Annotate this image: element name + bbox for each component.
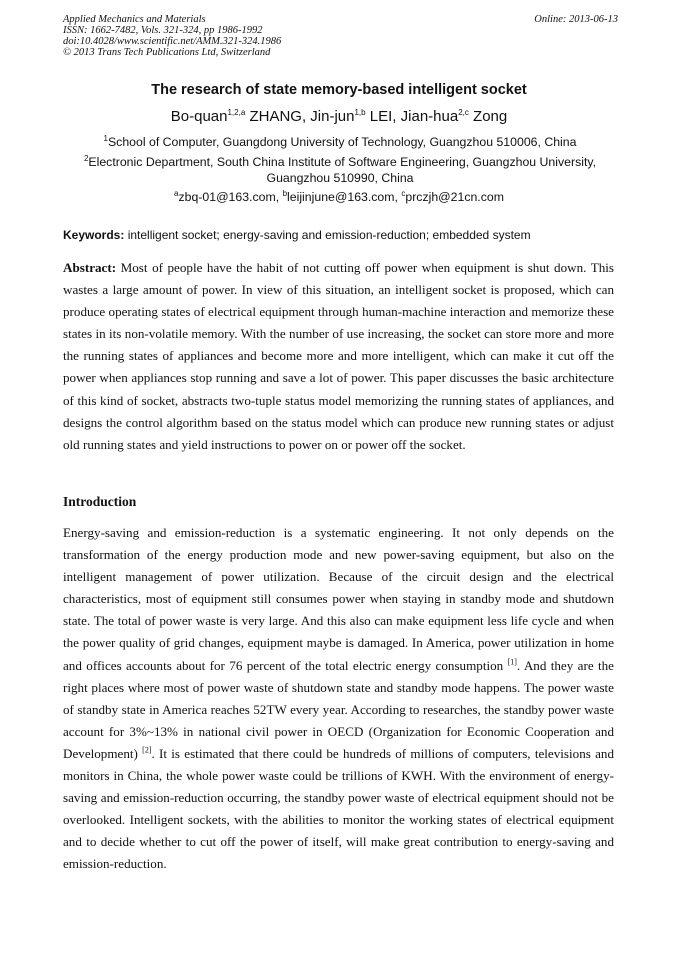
affiliation-2	[70, 154, 610, 186]
abstract-label: Abstract:	[63, 260, 117, 275]
citation-1: [1]	[507, 657, 517, 667]
email-a: zbq-01@163.com,	[178, 190, 283, 204]
introduction-paragraph	[63, 522, 614, 876]
author-3-name: Jian-hua	[400, 108, 459, 125]
online-date: Online: 2013-06-13	[534, 14, 618, 25]
paper-title: The research of state memory-based intelligent socket	[151, 82, 527, 98]
author-3-sup: 2,c	[458, 108, 469, 117]
affiliation-1-sup: 1	[103, 133, 108, 143]
affiliation-1-text: School of Computer, Guangdong University of Technology, Guangzhou 510006, China	[107, 135, 577, 149]
copyright-line: © 2013 Trans Tech Publications Ltd, Switzerland	[63, 47, 271, 58]
affiliation-1	[70, 134, 610, 150]
keywords	[63, 228, 618, 242]
journal-name: Applied Mechanics and Materials	[63, 14, 206, 25]
abstract	[63, 257, 614, 456]
author-emails	[0, 190, 678, 204]
intro-text-1: Energy-saving and emission-reduction is a systematic engineering. It not only depends on the transformation of the energy production mode and new power-saving equipment, but also on the intelligent management of power utilization. Because of the circuit design and the electrical characteristics, most of equipment still consumes power when staying in standby mode and shutdown state. The total of power waste is very large. And this also can make equipment less life cycle and when the power quality of grid changes, equipment maybe is damaged. In America, power utilization in home and offices accounts about for 76 percent of the total electric energy consumption	[63, 525, 614, 673]
author-1-surname: ZHANG,	[245, 108, 311, 125]
author-3-surname: Zong	[468, 108, 508, 125]
email-b-sup: b	[282, 188, 288, 198]
email-c: prczjh@21cn.com	[405, 190, 504, 204]
publication-header	[63, 14, 618, 58]
citation-2: [2]	[142, 745, 152, 755]
author-1-sup: 1,2,a	[227, 108, 246, 117]
author-1-name: Bo-quan	[170, 108, 228, 125]
affiliation-2-text: Electronic Department, South China Institute of Software Engineering, Guangzhou University, Guangzhou 510990, China	[88, 155, 597, 185]
author-2-surname: LEI,	[365, 108, 401, 125]
email-c-sup: c	[401, 188, 406, 198]
affiliation-2-sup: 2	[83, 153, 89, 163]
intro-text-2: . And they are the right places where most of power waste of shutdown state and standby mode happens. The power waste of standby state in America reaches 52TW every year. According to researches, the standby power waste account for 3%~13% in national civil power in OECD (Organization for Economic Cooperation and Development)	[63, 657, 614, 761]
email-b: leijinjune@163.com,	[287, 190, 402, 204]
issn-line: ISSN: 1662-7482, Vols. 321-324, pp 1986-1992	[63, 25, 263, 36]
keywords-text: intelligent socket; energy-saving and emission-reduction; embedded system	[124, 228, 531, 242]
doi-line: doi:10.4028/www.scientific.net/AMM.321-324.1986	[63, 36, 282, 47]
author-list	[0, 108, 678, 125]
author-2-sup: 1,b	[354, 108, 366, 117]
author-2-name: Jin-jun	[310, 108, 355, 125]
email-a-sup: a	[174, 188, 179, 198]
abstract-text: Most of people have the habit of not cutting off power when equipment is shut down. This wastes a large amount of power. In view of this situation, an intelligent socket is proposed, which can produce operating states of electrical equipment through human-machine interaction and memorize these states in its non-volatile memory. With the number of use increasing, the socket can store more and more the running states of appliances and become more and more intelligent, which can make it cut off the power when appliances stop running and save a lot of power. This paper discusses the basic architecture of this kind of socket, abstracts two-tuple status model memorizing the running states of appliances, and designs the control algorithm based on the status model which can produce new running states or adjust old running states and yield instructions to power on or power off the socket.	[63, 260, 614, 452]
intro-text-3: . It is estimated that there could be hundreds of millions of computers, televisions and monitors in China, the whole power waste could be trillions of KWH. With the environment of energy-saving and emission-reduction occurring, the standby power waste of electrical equipment should not be overlooked. Intelligent sockets, with the abilities to monitor the working states of electrical equipment and to decide whether to cut off the power of itself, will make great contribution to energy-saving and emission-reduction.	[63, 745, 614, 872]
introduction-heading: Introduction	[63, 494, 137, 509]
keywords-label: Keywords:	[63, 228, 125, 242]
